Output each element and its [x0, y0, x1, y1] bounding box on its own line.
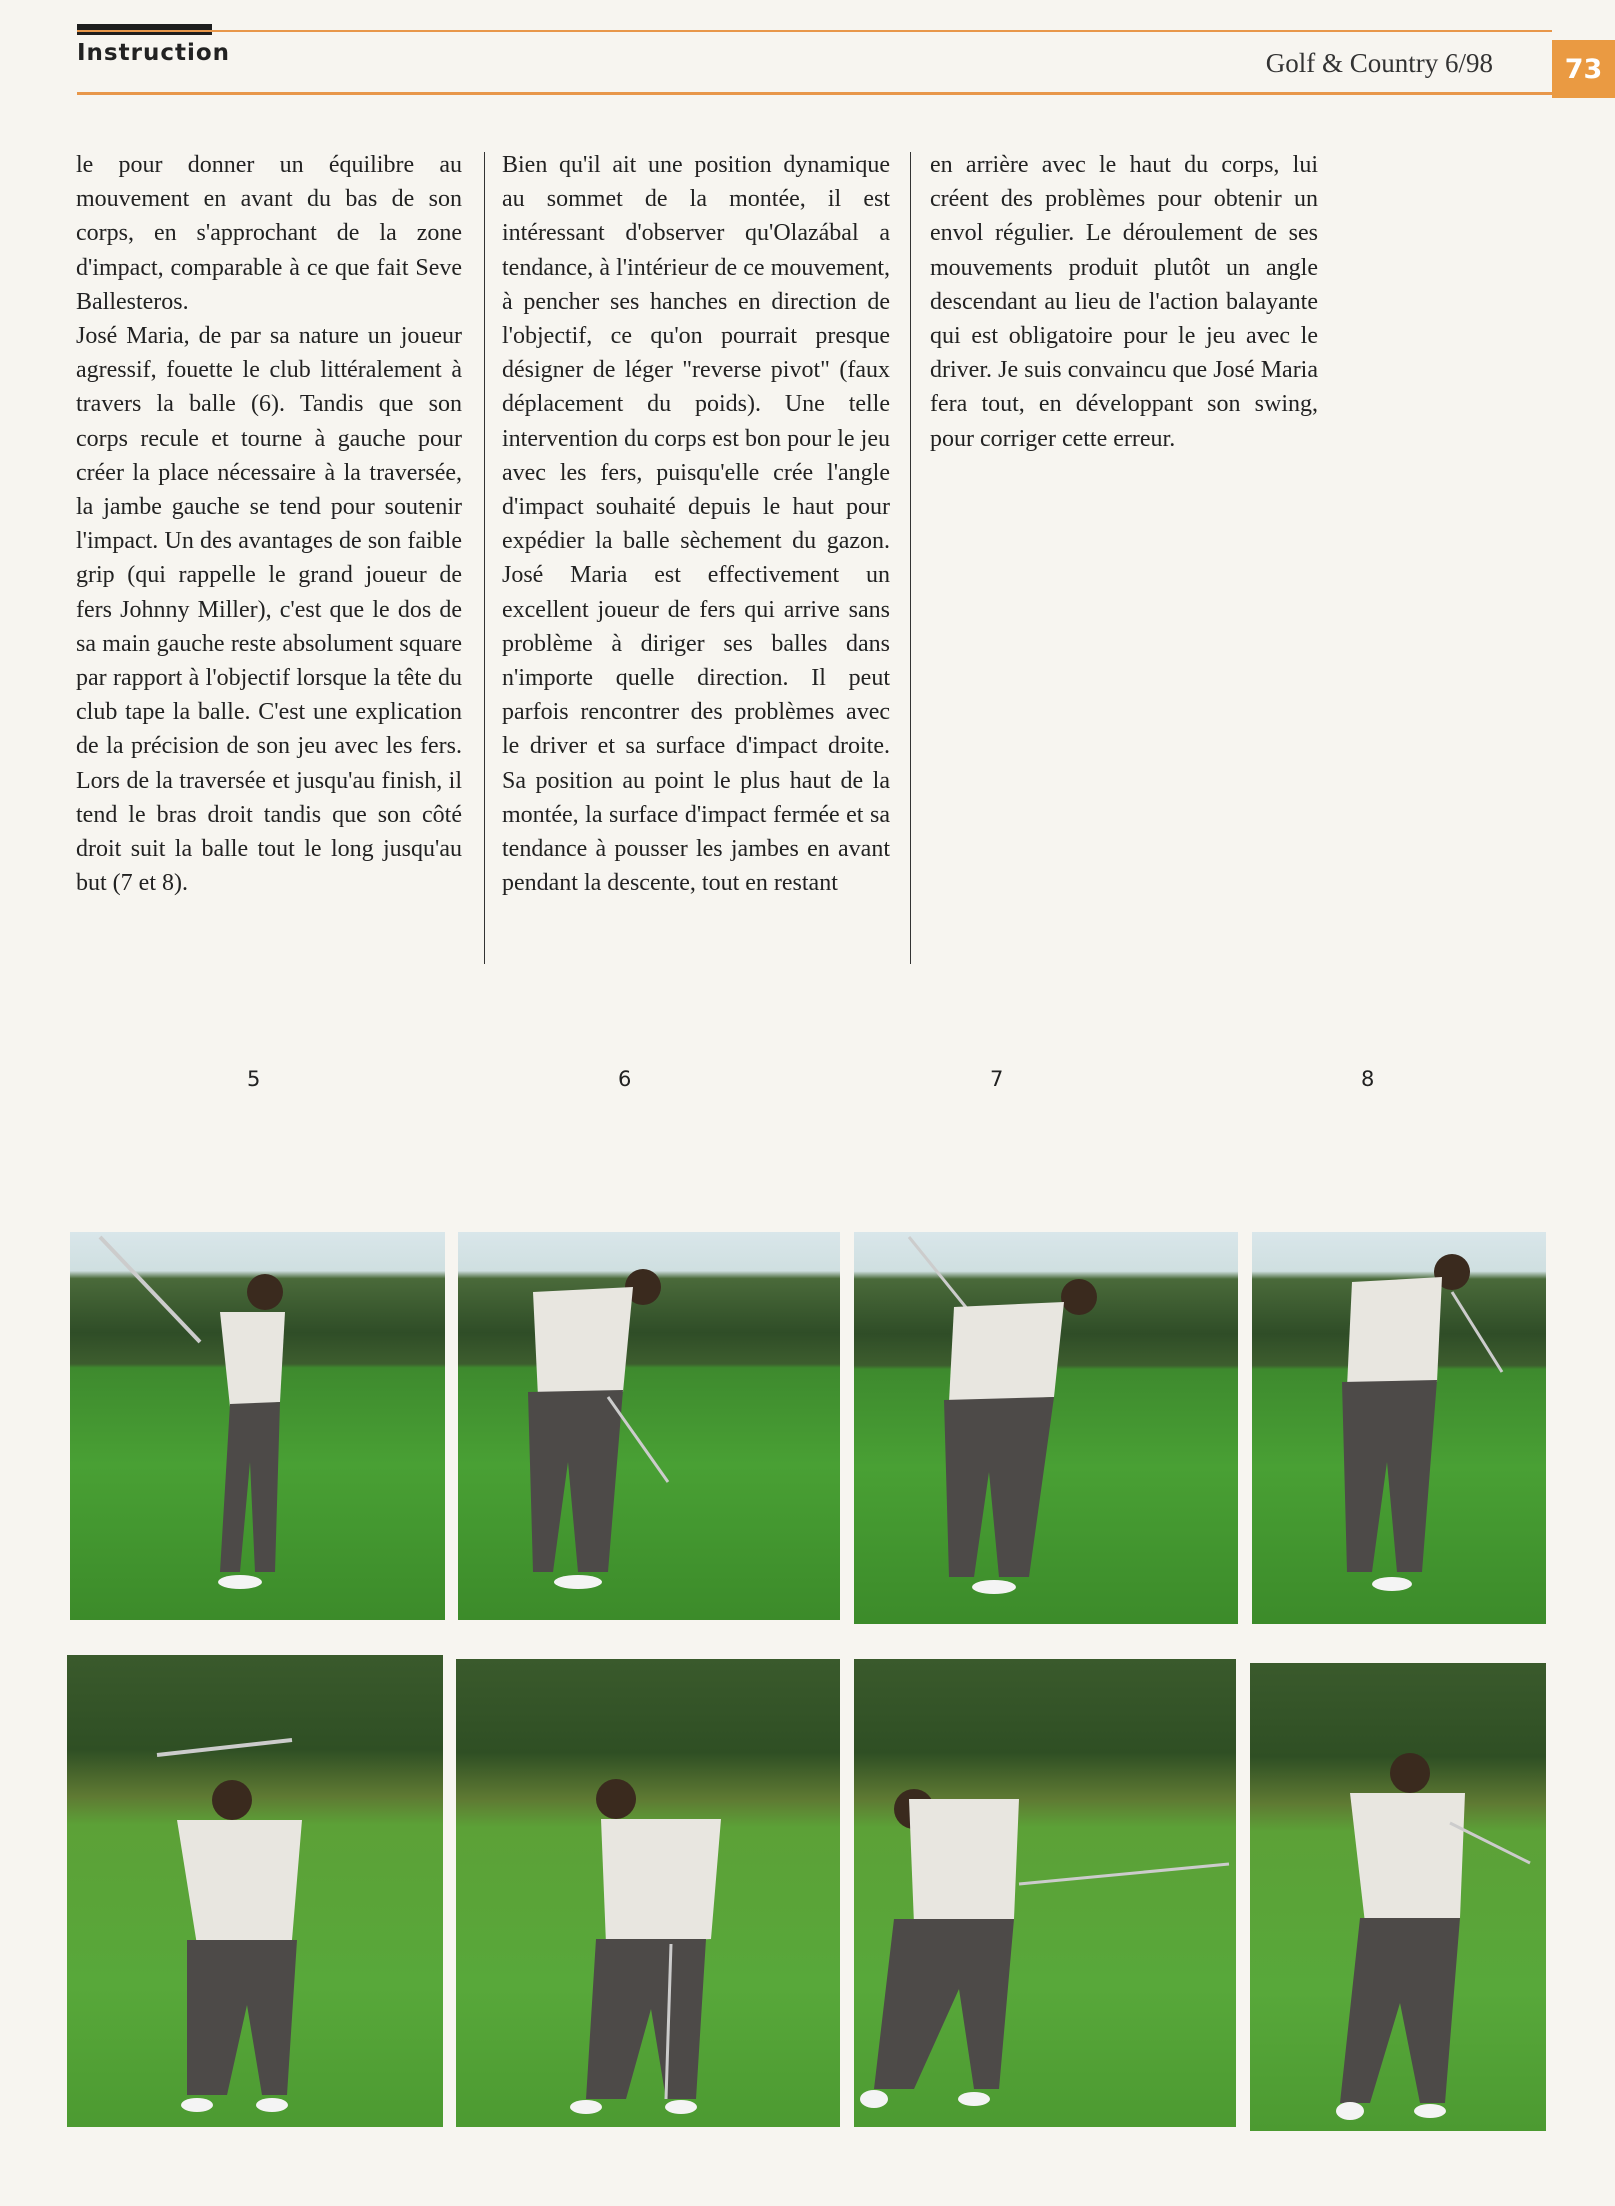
swing-photo-frontal-6 — [458, 1232, 840, 1620]
swing-photo-frontal-7 — [854, 1232, 1238, 1624]
paragraph: le pour donner un équilibre au mouvement en avant du bas de son corps, en s'approchant de la zone d'impact, comparable à ce que fait Seve Ballesteros. — [76, 152, 462, 315]
swing-photo-profile-5 — [67, 1655, 443, 2127]
article-column-2 — [502, 148, 890, 900]
article-column-3 — [930, 148, 1318, 456]
swing-photo-profile-8 — [1250, 1663, 1546, 2131]
section-label: Instruction — [77, 40, 231, 66]
frame-number-6: 6 — [618, 1067, 632, 1091]
frame-number-8: 8 — [1361, 1067, 1375, 1091]
swing-photo-frontal-5 — [70, 1232, 445, 1620]
frame-number-5: 5 — [247, 1067, 261, 1091]
paragraph: José Maria, de par sa nature un joueur agressif, fouette le club littéralement à travers la balle (6). Tandis que son corps recule et tourne à gauche pour créer la place nécessaire à la traversée, la jambe gauche se tend pour soutenir l'impact. Un des avantages de son faible grip (qui rappelle le grand joueur de fers Johnny Miller), c'est que le dos de sa main gauche reste absolument square par rapport à l'objectif lorsque la tête du club tape la balle. C'est une explication de la précision de son jeu avec les fers. Lors de la traversée et jusqu'au finish, il tend le bras droit tandis que son côté droit suit la balle tout le long jusqu'au but (7 et 8). — [76, 323, 462, 897]
header-rule-bottom — [77, 92, 1552, 95]
article-column-1 — [76, 148, 462, 900]
page-number: 73 — [1552, 40, 1615, 98]
frame-number-7: 7 — [990, 1067, 1004, 1091]
swing-photo-frontal-8 — [1252, 1232, 1546, 1624]
swing-photo-profile-6 — [456, 1659, 840, 2127]
header-rule-top — [77, 30, 1552, 32]
swing-photo-profile-7 — [854, 1659, 1236, 2127]
magazine-title: Golf & Country 6/98 — [1265, 48, 1493, 78]
column-divider — [484, 152, 485, 964]
column-divider — [910, 152, 911, 964]
paragraph: en arrière avec le haut du corps, lui créent des problèmes pour obtenir un envol régulier. Le déroulement de ses mouvements produit plutôt un angle descendant au lieu de l'action balayante qui est obligatoire pour le jeu avec le driver. Je suis convaincu que José Maria fera tout, en développant son swing, pour corriger cette erreur. — [930, 152, 1318, 452]
paragraph: Bien qu'il ait une position dynamique au sommet de la montée, il est intéressant d'observer qu'Olazábal a tendance, à l'intérieur de ce mouvement, à pencher ses hanches en direction de l'objectif, ce qu'on pourrait presque désigner de léger "reverse pivot" (faux déplacement du poids). Une telle intervention du corps est bon pour le jeu avec les fers, puisqu'elle crée l'angle d'impact souhaité depuis le haut pour expédier la balle sèchement du gazon. José Maria est effectivement un excellent joueur de fers qui arrive sans problème à diriger ses balles dans n'importe quelle direction. Il peut parfois rencontrer des problèmes avec le driver et sa surface d'impact droite. Sa position au point le plus haut de la montée, la surface d'impact fermée et sa tendance à pousser les jambes en avant pendant la descente, tout en restant — [502, 152, 890, 897]
